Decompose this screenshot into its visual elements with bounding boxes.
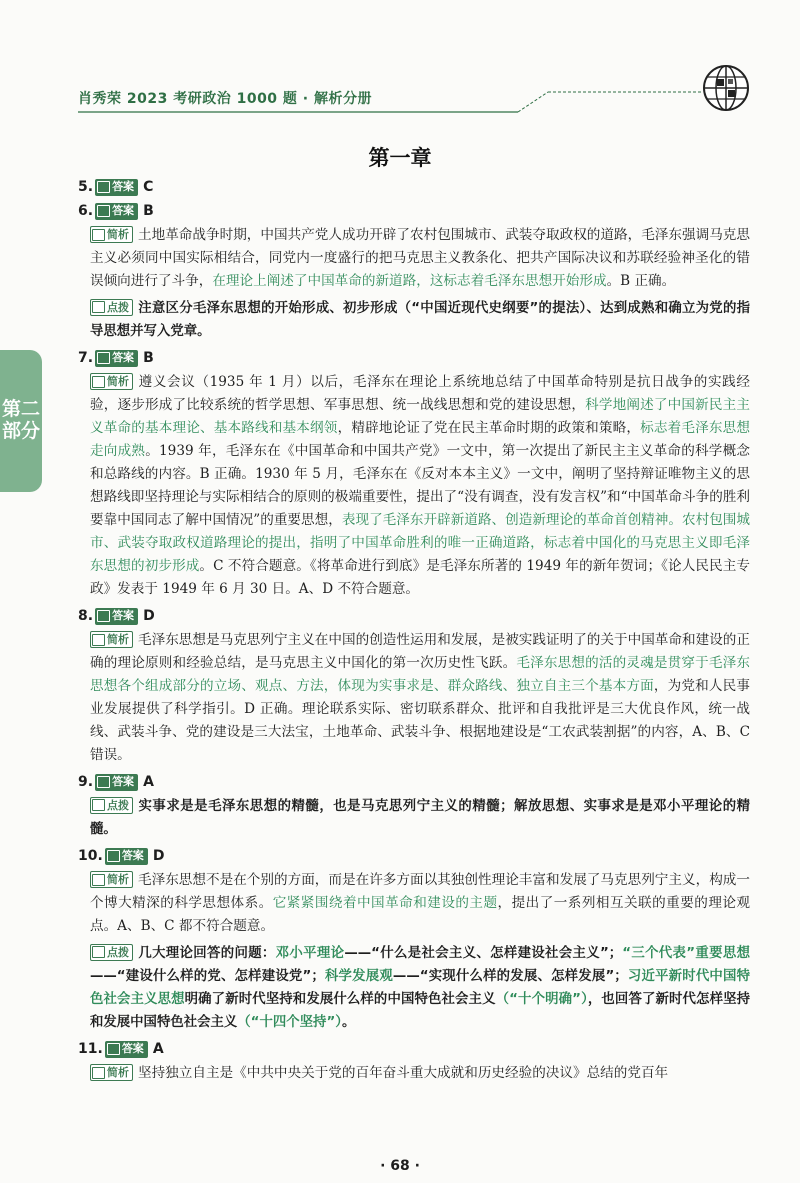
tip-text: 注意区分毛泽东思想的开始形成、初步形成（“中国近现代史纲要”的提法）、达到成熟和确立为党的指导思想并写入党章。 (90, 301, 750, 339)
tip-text: ——“什么是社会主义、怎样建设社会主义”； (344, 946, 623, 961)
tip-label: 点拨 (107, 798, 129, 812)
tip-text: ，也回答了新时代怎样坚持和发展中国特色社会主义 (90, 992, 751, 1030)
pencil-icon (97, 205, 110, 217)
analysis-badge (90, 226, 133, 243)
analysis-label: 简析 (107, 633, 129, 646)
book-icon (92, 229, 105, 241)
page-number: · 68 · (380, 1158, 420, 1174)
highlight-text: 邓小平理论 (275, 946, 345, 961)
section-side-tab (0, 350, 42, 492)
analysis-paragraph (90, 224, 750, 293)
side-tab-line2: 部分 (1, 420, 40, 442)
answer-value: C (143, 179, 154, 195)
highlight-text: 科学发展观 (324, 969, 393, 984)
highlight-text: （“十个明确”） (495, 992, 588, 1007)
highlight-text: 标志着毛泽东思想走向成熟 (90, 420, 751, 459)
lightbulb-icon (92, 946, 105, 958)
answer-value: A (152, 1041, 164, 1057)
tip-badge (90, 944, 133, 961)
answer-label: 答案 (112, 180, 135, 193)
answer-value: B (143, 203, 154, 219)
analysis-paragraph (90, 869, 750, 938)
answer-badge (95, 608, 138, 625)
analysis-label: 简析 (107, 228, 129, 241)
answer-badge (105, 848, 148, 865)
highlight-text: 在理论上阐述了中国革命的新道路，这标志着毛泽东思想开始形成 (212, 273, 607, 289)
answer-badge (95, 774, 138, 791)
book-icon (92, 1067, 105, 1079)
answer-badge (95, 350, 138, 367)
pencil-icon (107, 850, 120, 862)
analysis-label: 简析 (107, 375, 129, 388)
question-11-answer (78, 1038, 750, 1060)
tip-label: 点拨 (107, 300, 129, 314)
question-6-answer (78, 200, 750, 222)
pencil-icon (97, 181, 110, 193)
tip-badge (90, 299, 133, 316)
analysis-text: 。1939 年，毛泽东在《中国革命和中国共产党》一文中，第一次提出了新民主主义革命的科学概念和总路线的内容。B 正确。1930 年 5 月，毛泽东在《反对本本主义》一文中，阐明了坚持辩证唯物主义的思想路线即坚持理论与实际相结合的原则的极端重要性，提出了“没有调查，没有发言权”和“中国革命斗争的胜利要靠中国同志了解中国情况”的重要思想， (90, 443, 751, 528)
question-7-answer (78, 347, 750, 369)
answer-label: 答案 (121, 849, 144, 862)
question-5-answer (78, 176, 750, 198)
answer-label: 答案 (112, 204, 135, 217)
answer-value: A (143, 774, 154, 790)
chapter-title: 第一章 (368, 146, 432, 170)
question-9-answer (78, 771, 750, 793)
question-number: 11. (78, 1041, 103, 1057)
highlight-text: 毛泽东思想的活的灵魂是贯穿于毛泽东思想各个组成部分的立场、观点、方法，体现为实事求是、群众路线、独立自主三个基本方面 (90, 655, 751, 694)
answer-badge (105, 1041, 148, 1058)
answer-value: D (152, 848, 165, 864)
pencil-icon (97, 610, 110, 622)
analysis-text: 坚持独立自主是《中共中央关于党的百年奋斗重大成就和历史经验的决议》总结的党百年 (138, 1065, 669, 1081)
book-icon (92, 634, 105, 646)
analysis-badge (90, 871, 133, 888)
header-rule (78, 0, 718, 130)
answer-badge (95, 179, 138, 196)
question-number: 5. (78, 179, 94, 195)
analysis-label: 简析 (107, 1066, 129, 1079)
analysis-text: 遵义会议（1935 年 1 月）以后，毛泽东在理论上系统地总结了中国革命特别是抗日战争的实践经验，逐步形成了比较系统的哲学思想、军事思想、统一战线思想和党的建设思想， (90, 374, 750, 413)
tip-text: 明确了新时代坚持和发展什么样的中国特色社会主义 (184, 992, 496, 1007)
highlight-text: （“十四个坚持”） (237, 1015, 342, 1030)
analysis-text: ，精辟地论证了党在民主革命时期的政策和策略， (337, 420, 641, 436)
question-10-answer (78, 845, 750, 867)
highlight-text: “三个代表”重要思想 (622, 946, 750, 961)
question-number: 8. (78, 608, 94, 624)
question-8-answer (78, 605, 750, 627)
tip-text: 几大理论回答的问题： (138, 946, 276, 961)
analysis-badge (90, 373, 133, 390)
highlight-text: 它紧紧围绕着中国革命和建设的主题 (272, 895, 498, 911)
tip-label: 点拨 (107, 945, 129, 959)
answer-label: 答案 (112, 351, 135, 364)
analysis-badge (90, 1064, 133, 1081)
analysis-label: 简析 (107, 873, 129, 886)
analysis-text: ，提出了一系列相互关联的重要的理论观点。A、B、C 都不符合题意。 (90, 895, 751, 934)
answer-badge (95, 203, 138, 220)
globe-icon (700, 62, 752, 114)
side-tab-line1: 第二 (1, 398, 40, 421)
running-header: 肖秀荣 2023 考研政治 1000 题 · 解析分册 (78, 91, 372, 107)
highlight-text: 习近平新时代中国特色社会主义思想 (90, 969, 751, 1007)
analysis-paragraph (90, 629, 750, 767)
analysis-badge (90, 631, 133, 648)
tip-paragraph (90, 297, 750, 343)
answer-value: B (143, 350, 154, 366)
tip-text: 。 (341, 1015, 356, 1030)
tip-text: ——“建设什么样的党、怎样建设党”； (90, 969, 325, 984)
pencil-icon (107, 1043, 120, 1055)
question-number: 10. (78, 848, 103, 864)
pencil-icon (97, 352, 110, 364)
analysis-text: ，为党和人民事业发展提供了科学指引。D 正确。理论联系实际、密切联系群众、批评和自我批评是三大优良作风，统一战线、武装斗争、党的建设是三大法宝，土地革命、武装斗争、根据地建设是“工农武装割据”的内容，A、B、C 错误。 (90, 678, 751, 763)
analysis-text: 。B 正确。 (606, 273, 676, 289)
answer-value: D (143, 608, 155, 624)
question-number: 9. (78, 774, 94, 790)
analysis-text: 毛泽东思想是马克思列宁主义在中国的创造性运用和发展，是被实践证明了的关于中国革命和建设的正确的理论原则和经验总结，是马克思主义中国化的第一次历史性飞跃。 (90, 632, 750, 671)
answer-label: 答案 (121, 1042, 144, 1055)
analysis-text: 土地革命战争时期，中国共产党人成功开辟了农村包围城市、武装夺取政权的道路，毛泽东强调马克思主义必须同中国实际相结合，同党内一度盛行的把马克思主义教条化、把共产国际决议和苏联经验神圣化的错误倾向进行了斗争， (90, 227, 750, 289)
highlight-text: 科学地阐述了中国新民主主义革命的基本理论、基本路线和基本纲领 (90, 397, 751, 436)
tip-paragraph (90, 942, 750, 1034)
lightbulb-icon (92, 799, 105, 811)
question-number: 6. (78, 203, 94, 219)
analysis-text: 。C 不符合题意。《将革命进行到底》是毛泽东所著的 1949 年的新年贺词；《论人民民主专政》发表于 1949 年 6 月 30 日。A、D 不符合题意。 (90, 558, 751, 597)
highlight-text: 表现了毛泽东开辟新道路、创造新理论的革命首创精神。农村包围城市、武装夺取政权道路理论的提出，指明了中国革命胜利的唯一正确道路，标志着中国化的马克思主义即毛泽东思想的初步形成 (90, 512, 751, 574)
pencil-icon (97, 776, 110, 788)
book-icon (92, 376, 105, 388)
tip-badge (90, 797, 133, 814)
analysis-paragraph (90, 1062, 750, 1085)
analysis-text: 毛泽东思想不是在个别的方面，而是在许多方面以其独创性理论丰富和发展了马克思列宁主义，构成一个博大精深的科学思想体系。 (90, 872, 750, 911)
analysis-paragraph (90, 371, 750, 601)
tip-text: ——“实现什么样的发展、怎样发展”； (392, 969, 628, 984)
question-number: 7. (78, 350, 94, 366)
answer-content (78, 174, 750, 1089)
lightbulb-icon (92, 301, 105, 313)
answer-label: 答案 (112, 775, 135, 788)
book-icon (92, 874, 105, 886)
tip-paragraph (90, 795, 750, 841)
answer-label: 答案 (112, 609, 135, 622)
tip-text: 实事求是是毛泽东思想的精髓，也是马克思列宁主义的精髓；解放思想、实事求是是邓小平理论的精髓。 (90, 799, 750, 837)
